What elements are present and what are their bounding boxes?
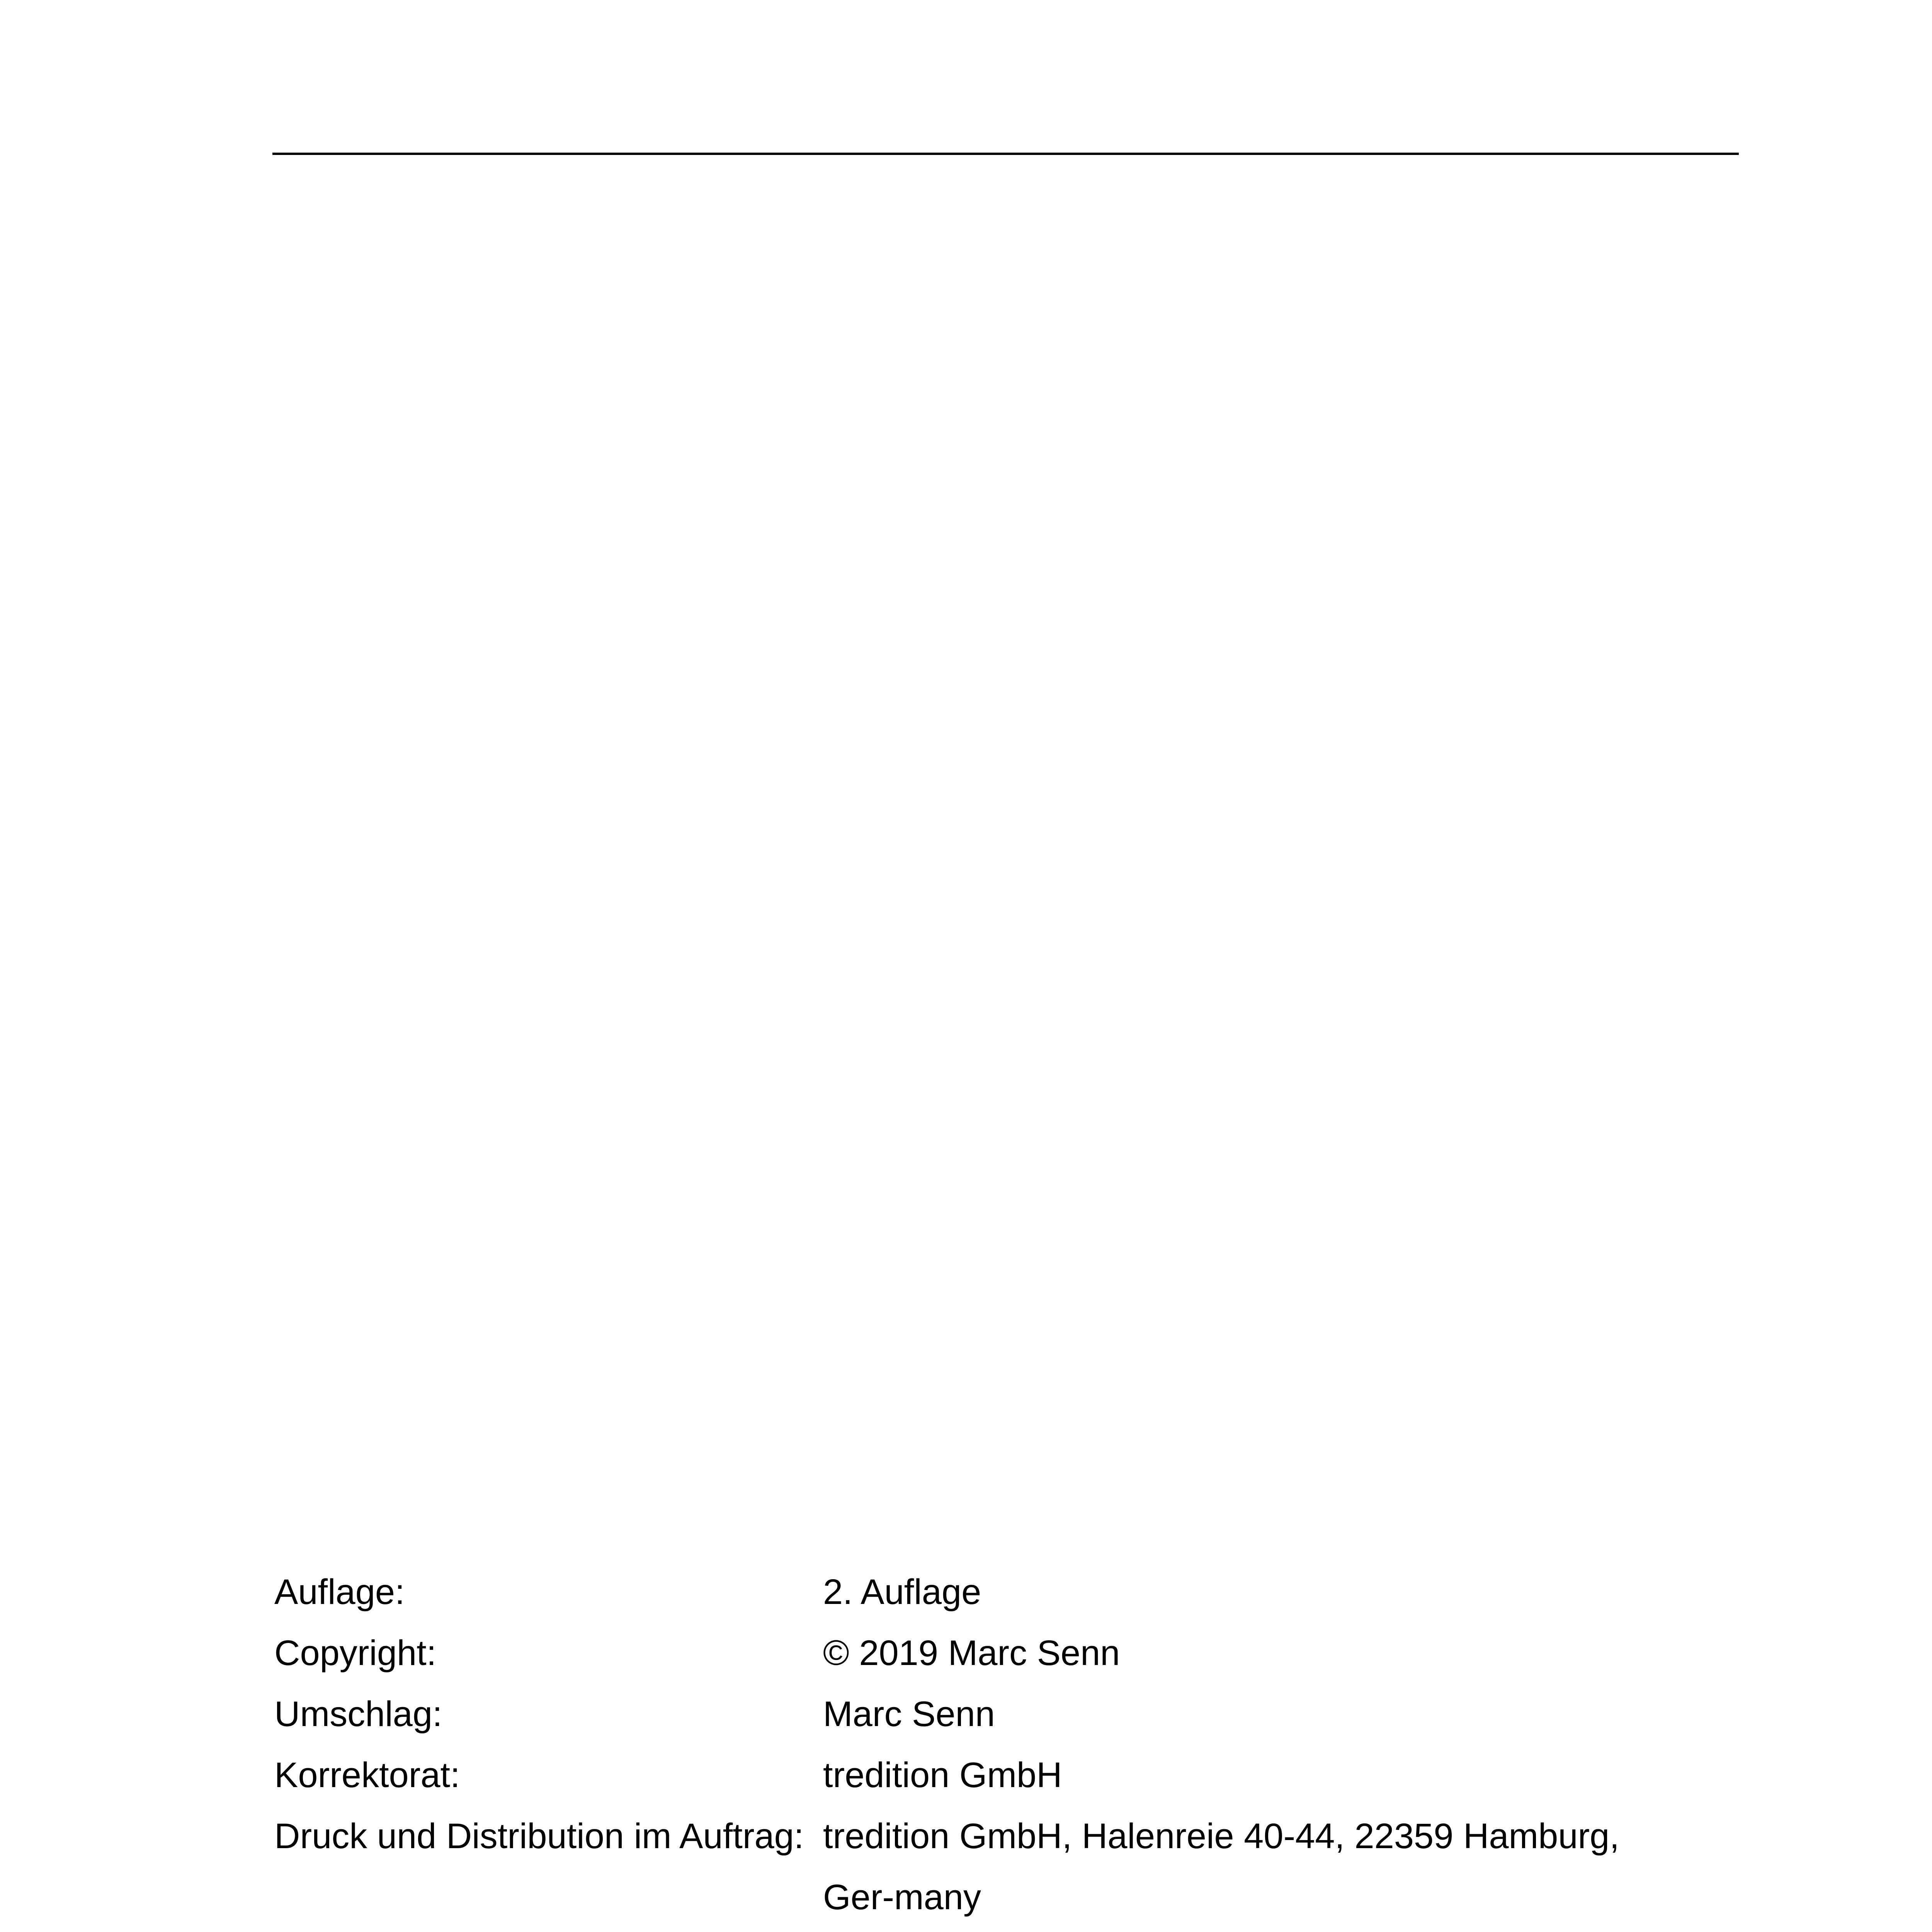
imprint-value: 2. Auflage [823,1572,981,1612]
imprint-label: Umschlag: [274,1694,442,1734]
imprint-label: Korrektorat: [274,1755,460,1795]
imprint-row-edition [274,1569,1739,1630]
imprint-value: © 2019 Marc Senn [823,1633,1120,1673]
imprint-value: tredition GmbH, Halenreie 40-44, 22359 Hamburg, Ger-many [823,1816,1619,1917]
imprint-label: Auflage: [274,1572,405,1612]
imprint-row-printing [274,1813,1739,1932]
imprint-label: Copyright: [274,1633,437,1673]
imprint-value: tredition GmbH [823,1755,1062,1795]
imprint-label: Druck und Distribution im Auftrag: [274,1816,804,1856]
imprint-row-proofreading [274,1752,1739,1813]
imprint-row-copyright [274,1630,1739,1691]
imprint-row-cover [274,1691,1739,1752]
imprint-value: Marc Senn [823,1694,995,1734]
header-rule [272,153,1739,155]
imprint-block [274,1569,1739,1932]
